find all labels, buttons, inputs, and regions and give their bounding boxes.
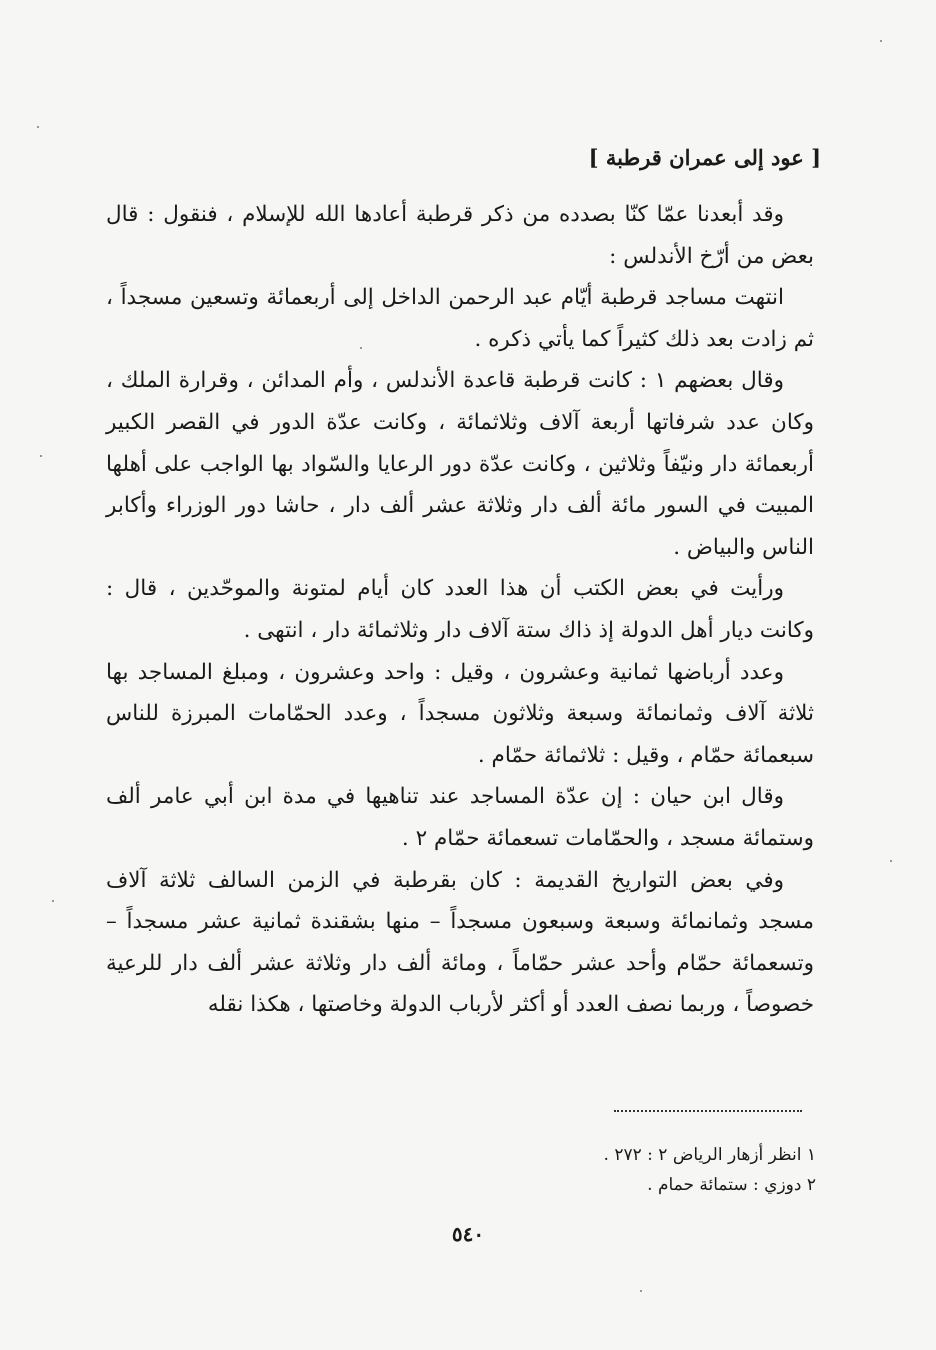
- paragraph: ورأيت في بعض الكتب أن هذا العدد كان أيام لمتونة والموحّدين ، قال : وكانت ديار أهل الدولة إذ ذاك ستة آلاف دار وثلاثمائة دار ، انتهى .: [106, 576, 814, 643]
- footnotes: [216, 1140, 816, 1200]
- paragraph: وفي بعض التواريخ القديمة : كان بقرطبة في الزمن السالف ثلاثة آلاف مسجد وثمانمائة وسبعة وسبعون مسجداً – منها بشقندة ثمانية عشر مسجداً – وتسعمائة حمّام وأحد عشر حمّاماً ، ومائة ألف دار وثلاثة عشر ألف دار للرعية خصوصاً ، وربما نصف العدد أو أكثر لأرباب الدولة وخاصتها ، هكذا نقله: [106, 867, 814, 1018]
- paragraph: وقد أبعدنا عمّا كنّا بصدده من ذكر قرطبة أعادها الله للإسلام ، فنقول : قال بعض من أرّخ الأندلس :: [106, 202, 814, 269]
- scan-speck: [880, 40, 882, 42]
- footnote-separator: [614, 1110, 802, 1112]
- page-number: ٥٤٠: [451, 1222, 485, 1246]
- scan-speck: [37, 126, 39, 128]
- scan-speck: [640, 1290, 642, 1292]
- scan-speck: [52, 900, 54, 902]
- paragraph: انتهت مساجد قرطبة أيّام عبد الرحمن الداخل إلى أربعمائة وتسعين مسجداً ، ثم زادت بعد ذلك كثيراً كما يأتي ذكره .: [106, 285, 814, 352]
- body-text: [106, 194, 814, 1026]
- paragraph: وقال بعضهم ١ : كانت قرطبة قاعدة الأندلس ، وأم المدائن ، وقرارة الملك ، وكان عدد شرفاتها أربعة آلاف وثلاثمائة ، وكانت عدّة الدور في القصر الكبير أربعمائة دار ونيّفاً وثلاثين ، وكانت عدّة دور الرعايا والسّواد بها الواجب على أهلها المبيت في السور مائة ألف دار وثلاثة عشر ألف دار ، حاشا دور الوزراء وأكابر الناس والبياض .: [106, 368, 814, 560]
- scan-speck: [40, 455, 42, 457]
- paragraph: وعدد أرباضها ثمانية وعشرون ، وقيل : واحد وعشرون ، ومبلغ المساجد بها ثلاثة آلاف وثمانمائة وسبعة وثلاثون مسجداً ، وعدد الحمّامات المبرزة للناس سبعمائة حمّام ، وقيل : ثلاثمائة حمّام .: [106, 659, 814, 768]
- scan-speck: [360, 347, 362, 349]
- scan-speck: [890, 860, 892, 862]
- footnote: ٢ دوزي : ستمائة حمام .: [647, 1175, 816, 1195]
- footnote: ١ انظر أزهار الرياض ٢ : ٢٧٢ .: [603, 1145, 816, 1165]
- paragraph: وقال ابن حيان : إن عدّة المساجد عند تناهيها في مدة ابن أبي عامر ألف وستمائة مسجد ، والحمّامات تسعمائة حمّام ٢ .: [106, 784, 814, 851]
- section-heading: [ عود إلى عمران قرطبة ]: [588, 145, 821, 170]
